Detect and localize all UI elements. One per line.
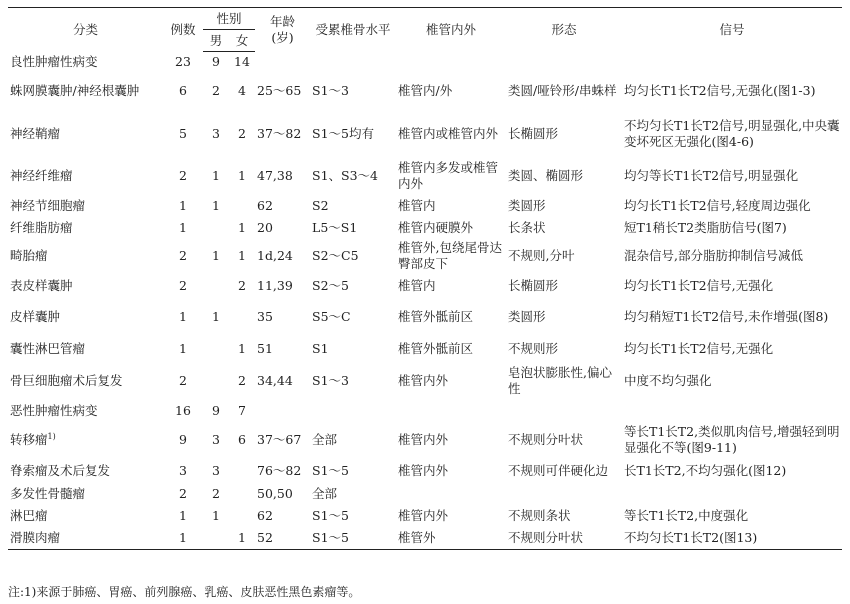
cell-female: 2 [238,277,246,293]
cell-category: 蛛网膜囊肿/神经根囊肿 [10,82,140,98]
col-signal: 信号 [719,21,745,37]
cell-category: 纤维脂肪瘤 [10,219,73,235]
cell-count: 2 [179,372,187,388]
cell-count: 1 [179,340,187,356]
cell-age: 20 [257,219,273,235]
cell-count: 5 [179,125,187,141]
col-female: 女 [229,30,255,52]
table-row [8,528,842,550]
cell-level: 全部 [312,431,338,447]
cell-level: L5～S1 [312,219,358,235]
cell-female [229,194,255,218]
cell-age: 25～65 [257,82,302,98]
cell-signal: 均匀长T1长T2信号,轻度周边强化 [624,197,811,213]
cell-signal: 均匀稍短T1长T2信号,未作增强(图8) [624,308,829,324]
cell-age: 52 [255,528,310,550]
cell-male: 3 [212,462,220,478]
col-male: 男 [203,30,229,52]
cell-signal: 均匀长T1长T2信号,无强化 [624,340,774,356]
cell-location: 椎管内 [398,197,436,213]
cell-signal [622,52,842,72]
cell-category: 恶性肿瘤性病变 [10,402,98,418]
cell-location: 椎管内/外 [398,82,453,98]
cell-level: 全部 [312,485,338,501]
table-row [8,238,842,274]
cell-age: 37～67 [257,431,302,447]
cell-level [310,400,396,422]
cell-male [203,274,229,298]
col-category: 分类 [72,21,98,37]
cell-age: 11,39 [257,277,293,293]
cell-count: 9 [179,431,187,447]
cell-shape: 不规则,分叶 [508,247,575,263]
cell-signal: 短T1稍长T2类脂肪信号(图7) [624,219,787,235]
cell-male: 1 [212,507,220,523]
cell-category: 淋巴瘤 [10,507,48,523]
table-row [8,458,842,484]
cell-female: 1 [238,219,246,235]
cell-age: 34,44 [257,372,293,388]
cell-location: 椎管外骶前区 [398,340,474,356]
cell-level: S1、S3～4 [312,167,379,183]
cell-female: 4 [238,82,246,98]
col-age-unit: (岁) [271,29,294,45]
cell-male: 1 [212,197,220,213]
cell-level: S2～C5 [312,247,359,263]
cell-location: 椎管外 [396,528,506,550]
cell-male: 1 [212,167,220,183]
cell-level: S2 [312,197,329,213]
cell-age [255,52,310,72]
table-header [8,8,842,52]
table-row [8,72,842,110]
cell-category: 骨巨细胞瘤术后复发 [10,372,123,388]
table-row [8,504,842,528]
cell-age: 37～82 [257,125,302,141]
col-age [255,8,310,52]
cell-category: 多发性骨髓瘤 [10,485,86,501]
cell-male [203,336,229,362]
cell-age: 62 [257,507,273,523]
cell-female: 2 [238,125,246,141]
cell-female [229,504,255,528]
cell-count: 1 [179,507,187,523]
cell-age: 1d,24 [257,247,293,263]
cell-shape: 不规则分叶状 [508,431,584,447]
cell-age: 35 [257,308,273,324]
cell-location: 椎管内外 [398,431,449,447]
cell-level: S2～5 [312,277,349,293]
cell-male: 2 [212,82,220,98]
cell-category: 神经纤维瘤 [10,167,73,183]
cell-shape: 不规则可伴硬化边 [508,462,609,478]
cell-category: 皮样囊肿 [10,308,61,324]
table-row [8,52,842,72]
cell-signal: 不均匀长T1长T2(图13) [622,528,842,550]
cell-female [229,484,255,504]
cell-male: 3 [212,431,220,447]
cell-female: 1 [238,167,246,183]
table-footnote: 注:1)来源于肺癌、胃癌、前列腺癌、乳癌、皮肤恶性黑色素瘤等。 [8,585,361,599]
cell-shape: 不规则条状 [508,507,571,523]
table-row [8,298,842,336]
cell-shape: 长椭圆形 [508,125,559,141]
table-row [8,194,842,218]
table-row [8,484,842,504]
cell-signal: 中度不均匀强化 [624,372,712,388]
table-row [8,110,842,158]
cell-category: 神经鞘瘤 [10,125,61,141]
table-row [8,218,842,238]
cell-shape: 长椭圆形 [508,277,559,293]
cell-category: 神经节细胞瘤 [10,197,86,213]
cell-level: S1～3 [312,372,349,388]
table-row [8,336,842,362]
cell-shape: 类圆形 [508,308,546,324]
cell-location: 椎管外,包绕尾骨达臀部皮下 [398,239,502,271]
cell-signal [622,400,842,422]
cell-location: 椎管外骶前区 [398,308,474,324]
cell-age: 51 [257,340,273,356]
cell-location: 椎管内外 [398,462,449,478]
cell-female: 6 [238,431,246,447]
col-sex: 性别 [203,8,255,30]
cell-count: 2 [179,247,187,263]
cell-location: 椎管内外 [398,372,449,388]
cell-age: 47,38 [257,167,293,183]
cell-signal: 均匀长T1长T2信号,无强化 [624,277,774,293]
cell-level: S5～C [312,308,351,324]
cell-shape: 不规则形 [508,340,559,356]
table-row [8,400,842,422]
cell-level: S1～5均有 [312,125,374,141]
cell-count: 1 [179,308,187,324]
cell-female [229,458,255,484]
cell-shape: 不规则分叶状 [506,528,622,550]
cell-shape [506,400,622,422]
cell-count: 2 [179,167,187,183]
cell-female: 7 [238,402,246,418]
col-age-label: 年龄 [270,13,296,29]
cell-location: 椎管内或椎管内外 [398,125,499,141]
cell-count: 1 [163,528,203,550]
cell-male: 9 [212,53,220,69]
cell-signal: 均匀等长T1长T2信号,明显强化 [624,167,799,183]
cell-male: 9 [212,402,220,418]
data-table [8,7,842,550]
cell-location: 椎管内硬膜外 [398,219,474,235]
table-row [8,158,842,194]
cell-male [203,362,229,400]
cell-location [396,52,506,72]
table-row [8,274,842,298]
cell-count: 1 [179,219,187,235]
cell-category: 脊索瘤及术后复发 [10,462,111,478]
cell-level: S1～5 [310,528,396,550]
cell-count: 3 [179,462,187,478]
cell-signal: 长T1长T2,不均匀强化(图12) [624,462,787,478]
cell-age: 50,50 [257,485,293,501]
cell-male: 2 [212,485,220,501]
cell-count: 2 [179,277,187,293]
col-shape: 形态 [551,21,577,37]
cell-female: 14 [234,53,250,69]
cell-category: 良性肿瘤性病变 [10,53,98,69]
cell-count: 6 [179,82,187,98]
cell-count: 2 [179,485,187,501]
cell-age: 76～82 [257,462,302,478]
cell-category: 畸胎瘤 [10,247,48,263]
cell-shape: 类圆、椭圆形 [508,167,584,183]
cell-shape: 皂泡状膨胀性,偏心性 [508,364,612,396]
cell-male [203,218,229,238]
cell-signal: 等长T1长T2,中度强化 [624,507,749,523]
cell-female: 2 [238,372,246,388]
cell-female: 1 [229,528,255,550]
cell-age [255,400,310,422]
cell-category: 表皮样囊肿 [10,277,73,293]
cell-level [310,52,396,72]
cell-male: 1 [212,308,220,324]
cell-signal [622,484,842,504]
cell-location [396,484,506,504]
cell-shape [506,52,622,72]
table-row [8,422,842,458]
cell-level: S1～3 [312,82,349,98]
cell-shape: 类圆/哑铃形/串蛛样 [508,82,617,98]
cell-female: 1 [238,340,246,356]
col-location: 椎管内外 [426,21,477,37]
cell-location: 椎管内外 [398,507,449,523]
cell-level: S1～5 [312,462,349,478]
cell-age: 62 [257,197,273,213]
cell-category: 转移瘤$^{1)}$ [10,431,56,447]
cell-location: 椎管内 [398,277,436,293]
cell-level: S1 [312,340,329,356]
cell-shape: 类圆形 [508,197,546,213]
cell-location [396,400,506,422]
cell-category: 滑膜肉瘤 [8,528,163,550]
col-level: 受累椎骨水平 [315,21,391,37]
cell-count: 23 [175,53,191,69]
cell-signal: 混杂信号,部分脂肪抑制信号减低 [624,247,803,263]
cell-count: 1 [179,197,187,213]
cell-shape [506,484,622,504]
cell-male: 1 [212,247,220,263]
cell-location: 椎管内多发或椎管内外 [398,159,499,191]
footnote-marker: 1) [47,431,56,441]
cell-male: 3 [212,125,220,141]
cell-signal: 均匀长T1长T2信号,无强化(图1-3) [624,82,816,98]
table-row [8,362,842,400]
cell-shape: 长条状 [508,219,546,235]
col-count: 例数 [170,21,196,37]
cell-male [203,528,229,550]
cell-category: 囊性淋巴管瘤 [10,340,86,356]
cell-female [229,298,255,336]
cell-level: S1～5 [312,507,349,523]
table-body [8,52,842,550]
cell-signal: 等长T1长T2,类似肌肉信号,增强轻到明显强化不等(图9-11) [624,423,840,455]
cell-count: 16 [175,402,191,418]
cell-signal: 不均匀长T1长T2信号,明显强化,中央囊变坏死区无强化(图4-6) [624,117,840,149]
cell-female: 1 [238,247,246,263]
